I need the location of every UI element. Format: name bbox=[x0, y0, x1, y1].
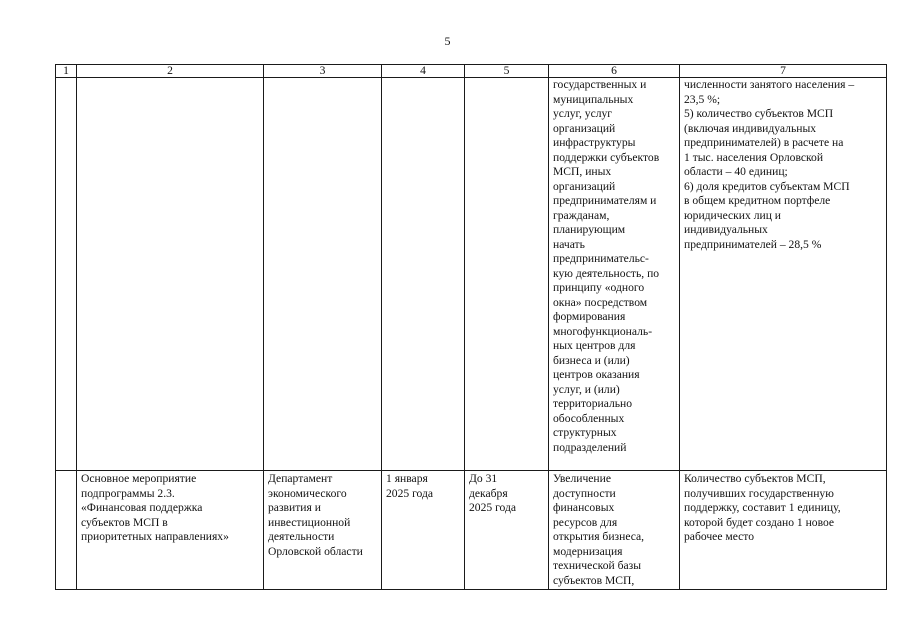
table-header-row bbox=[56, 65, 887, 78]
header-cell-5: 5 bbox=[465, 65, 549, 78]
cell-row2-col6: Увеличение доступности финансовых ресурсов для открытия бизнеса, модернизация технической базы субъектов МСП, bbox=[549, 471, 680, 590]
cell-row1-col4 bbox=[382, 78, 465, 471]
table-row bbox=[56, 471, 887, 590]
cell-row2-col7: Количество субъектов МСП, получивших государственную поддержку, составит 1 единицу, которой будет создано 1 новое рабочее место bbox=[680, 471, 887, 590]
header-cell-6: 6 bbox=[549, 65, 680, 78]
header-cell-3: 3 bbox=[264, 65, 382, 78]
cell-row1-col7: численности занятого населения – 23,5 %; 5) количество субъектов МСП (включая индивидуальных предпринимателей) в расчете на 1 тыс. населения Орловской области – 40 единиц; 6) доля кредитов субъектам МСП в общем кредитном портфеле юридических лиц и индивидуальных предпринимателей – 28,5 % bbox=[680, 78, 887, 471]
cell-row1-col1 bbox=[56, 78, 77, 471]
program-table bbox=[55, 64, 887, 590]
cell-row1-col2 bbox=[77, 78, 264, 471]
cell-row2-col5: До 31 декабря 2025 года bbox=[465, 471, 549, 590]
cell-row2-col4: 1 января 2025 года bbox=[382, 471, 465, 590]
cell-row2-col2: Основное мероприятие подпрограммы 2.3. «Финансовая поддержка субъектов МСП в приоритетных направлениях» bbox=[77, 471, 264, 590]
header-cell-2: 2 bbox=[77, 65, 264, 78]
page-number: 5 bbox=[444, 34, 451, 48]
cell-row2-col3: Департамент экономического развития и инвестиционной деятельности Орловской области bbox=[264, 471, 382, 590]
table-row bbox=[56, 78, 887, 471]
cell-row1-col6: государственных и муниципальных услуг, услуг организаций инфраструктуры поддержки субъектов МСП, иных организаций предпринимателям и гражданам, планирующим начать предпринимательс- кую деятельность, по принципу «одного окна» посредством формирования многофункциональ- ных центров для бизнеса и (или) центров оказания услуг, и (или) территориально обособленных структурных подразделений bbox=[549, 78, 680, 471]
cell-row1-col3 bbox=[264, 78, 382, 471]
header-cell-4: 4 bbox=[382, 65, 465, 78]
cell-row1-col5 bbox=[465, 78, 549, 471]
cell-row2-col1 bbox=[56, 471, 77, 590]
header-cell-1: 1 bbox=[56, 65, 77, 78]
header-cell-7: 7 bbox=[680, 65, 887, 78]
